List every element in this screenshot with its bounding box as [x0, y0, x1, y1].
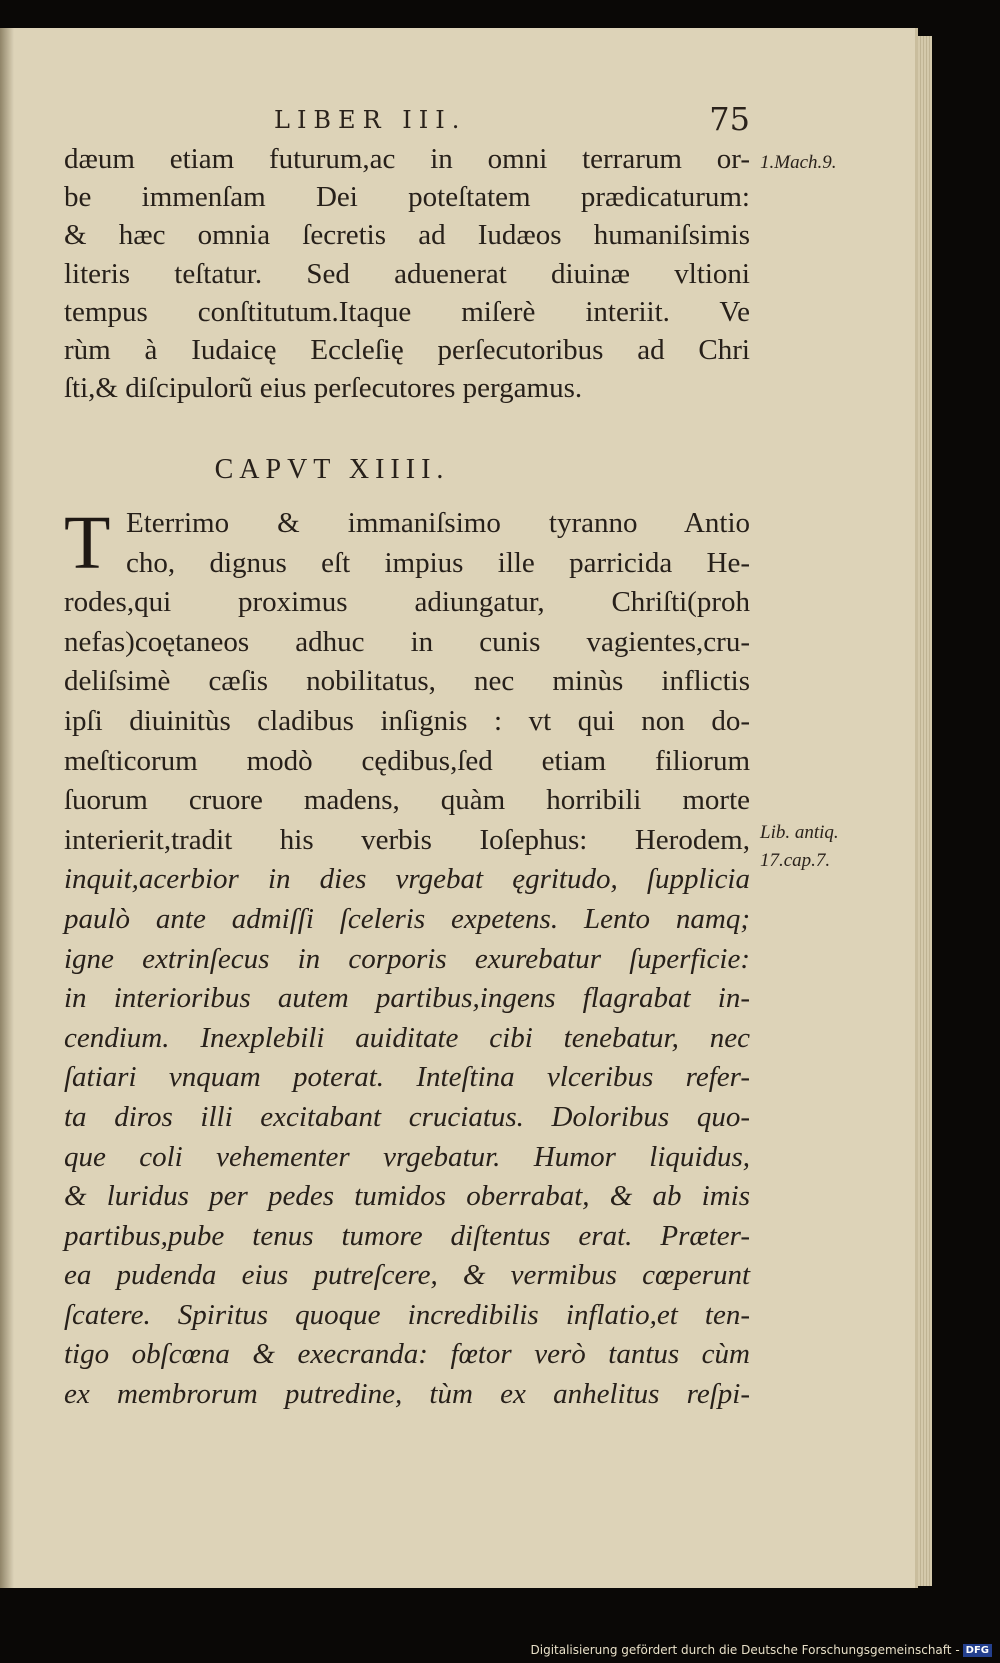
text-line: be immenſam Dei poteſtatem prædicaturum: — [64, 181, 750, 214]
text-line: & luridus per pedes tumidos oberrabat, & ab imis — [64, 1180, 750, 1213]
text-line: ipſi diuinitùs cladibus inſignis : vt qui non do- — [64, 704, 750, 737]
book-page — [0, 28, 918, 1588]
text-line: partibus,pube tenus tumore diſtentus erat. Præter- — [64, 1219, 750, 1252]
digitization-credit — [531, 1643, 993, 1657]
text-line: deliſsimè cæſis nobilitatus, nec minùs inflictis — [64, 665, 750, 698]
margin-note-mach: 1.Mach.9. — [760, 152, 837, 173]
page-header — [64, 100, 750, 142]
margin-note-antiq-2: 17.cap.7. — [760, 850, 831, 871]
text-line: rùm à Iudaicę Eccleſię perſecutoribus ad Chri — [64, 333, 750, 366]
text-line: ſuorum cruore madens, quàm horribili morte — [64, 784, 750, 817]
text-line: in interioribus autem partibus,ingens flagrabat in- — [64, 982, 750, 1015]
text-line: paulò ante admiſſi ſceleris expetens. Lento namq; — [64, 902, 750, 935]
text-line: interierit,tradit his verbis Ioſephus: Herodem, — [64, 823, 750, 856]
text-line: ſti,& diſcipulorũ eius perſecutores pergamus. — [64, 372, 583, 405]
running-head: LIBER III. — [274, 106, 467, 134]
text-line: rodes,qui proximus adiungatur, Chriſti(proh — [64, 586, 750, 619]
text-line: meſticorum modò cędibus,ſed etiam filiorum — [64, 744, 750, 777]
text-line: cho, dignus eſt impius ille parricida He- — [126, 546, 750, 579]
footer-band — [0, 1627, 1000, 1663]
drop-cap: T — [64, 501, 111, 585]
text-line: que coli vehementer vrgebatur. Humor liquidus, — [64, 1140, 750, 1173]
body-text-block — [64, 140, 750, 407]
page-fore-edge — [918, 36, 932, 1586]
text-line: cendium. Inexplebili auiditate cibi tenebatur, nec — [64, 1021, 750, 1054]
chapter-heading: CAPVT XIIII. — [214, 454, 450, 485]
page-number: 75 — [709, 100, 750, 138]
text-line: nefas)coętaneos adhuc in cunis vagientes,cru- — [64, 625, 750, 658]
text-line: igne extrinſecus in corporis exurebatur ſuperficie: — [64, 942, 750, 975]
text-line: ſcatere. Spiritus quoque incredibilis inflatio,et ten- — [64, 1298, 750, 1331]
text-line: ex membrorum putredine, tùm ex anhelitus reſpi- — [64, 1378, 750, 1411]
text-line: tigo obſcœna & execranda: fœtor verò tantus cùm — [64, 1338, 750, 1371]
chapter-text-block — [64, 501, 750, 1415]
text-line: inquit,acerbior in dies vrgebat ęgritudo, ſupplicia — [64, 863, 750, 896]
text-line: ea pudenda eius putreſcere, & vermibus cœperunt — [64, 1259, 750, 1292]
text-line: literis teſtatur. Sed aduenerat diuinæ vltioni — [64, 257, 750, 290]
credit-text: Digitalisierung gefördert durch die Deutsche Forschungsgemeinschaft - — [530, 1643, 960, 1657]
text-line: & hæc omnia ſecretis ad Iudæos humaniſsimis — [64, 219, 750, 252]
text-line: ſatiari vnquam poterat. Inteſtina vlceribus refer- — [64, 1061, 750, 1094]
text-line: tempus conſtitutum.Itaque miſerè interiit. Ve — [64, 295, 750, 328]
dfg-logo-icon: DFG — [963, 1644, 992, 1657]
margin-note-antiq-1: Lib. antiq. — [760, 822, 839, 843]
text-line: dæum etiam futurum,ac in omni terrarum or- — [64, 143, 750, 175]
text-line: ta diros illi excitabant cruciatus. Doloribus quo- — [64, 1100, 750, 1133]
text-line: Eterrimo & immaniſsimo tyranno Antio — [126, 507, 750, 539]
